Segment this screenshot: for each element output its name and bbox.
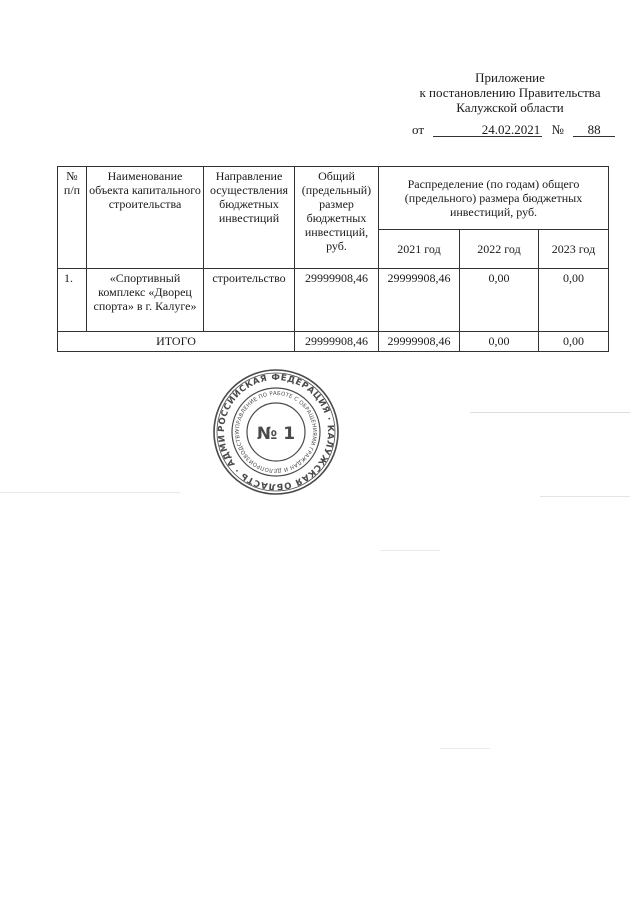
row-2021: 29999908,46	[379, 269, 460, 332]
header-num: № п/п	[58, 167, 87, 269]
header-distribution: Распределение (по годам) общего (предельного) размера бюджетных инвестиций, руб.	[379, 167, 609, 230]
seal-center-number: № 1	[256, 424, 296, 444]
decree-number-sign: №	[551, 122, 564, 137]
decree-date-prefix: от	[412, 122, 425, 137]
row-num: 1.	[58, 269, 87, 332]
row-2023: 0,00	[539, 269, 609, 332]
totals-total: 29999908,46	[295, 332, 379, 352]
header-name: Наименование объекта капитального строительства	[87, 167, 204, 269]
header-row-1	[58, 167, 609, 230]
scan-speck	[540, 496, 630, 497]
decree-date: 24.02.2021	[433, 122, 542, 137]
decree-reference	[412, 122, 617, 137]
row-2022: 0,00	[460, 269, 539, 332]
appendix-region: Калужской области	[456, 100, 564, 115]
seal-inner-text: УПРАВЛЕНИЕ ПО РАБОТЕ С ОБРАЩЕНИЯМИ ГРАЖДАН И ДЕЛОПРОИЗВОДСТВУ	[234, 390, 318, 474]
decree-number: 88	[573, 122, 615, 137]
row-total: 29999908,46	[295, 269, 379, 332]
totals-2022: 0,00	[460, 332, 539, 352]
appendix-title: Приложение	[475, 70, 545, 85]
scan-speck	[440, 748, 490, 749]
scan-speck	[470, 412, 630, 413]
official-seal	[212, 368, 340, 496]
table-row	[58, 269, 609, 332]
totals-label: ИТОГО	[58, 332, 295, 352]
header-year-2022: 2022 год	[460, 230, 539, 269]
document-header	[395, 70, 625, 115]
row-name: «Спортивный комплекс «Дворец спорта» в г. Калуге»	[87, 269, 204, 332]
investment-table	[57, 166, 609, 352]
header-direction: Направление осуществления бюджетных инвестиций	[204, 167, 295, 269]
scan-speck	[0, 492, 180, 493]
header-year-2023: 2023 год	[539, 230, 609, 269]
totals-2023: 0,00	[539, 332, 609, 352]
row-direction: строительство	[204, 269, 295, 332]
scan-speck	[380, 550, 440, 551]
totals-row	[58, 332, 609, 352]
seal-graphic	[212, 368, 340, 496]
appendix-subtitle: к постановлению Правительства	[419, 85, 601, 100]
totals-2021: 29999908,46	[379, 332, 460, 352]
seal-outer-text: РОССИЙСКАЯ ФЕДЕРАЦИЯ · КАЛУЖСКАЯ ОБЛАСТЬ · АДМИ	[216, 372, 336, 492]
header-total: Общий (предельный) размер бюджетных инвестиций, руб.	[295, 167, 379, 269]
header-year-2021: 2021 год	[379, 230, 460, 269]
